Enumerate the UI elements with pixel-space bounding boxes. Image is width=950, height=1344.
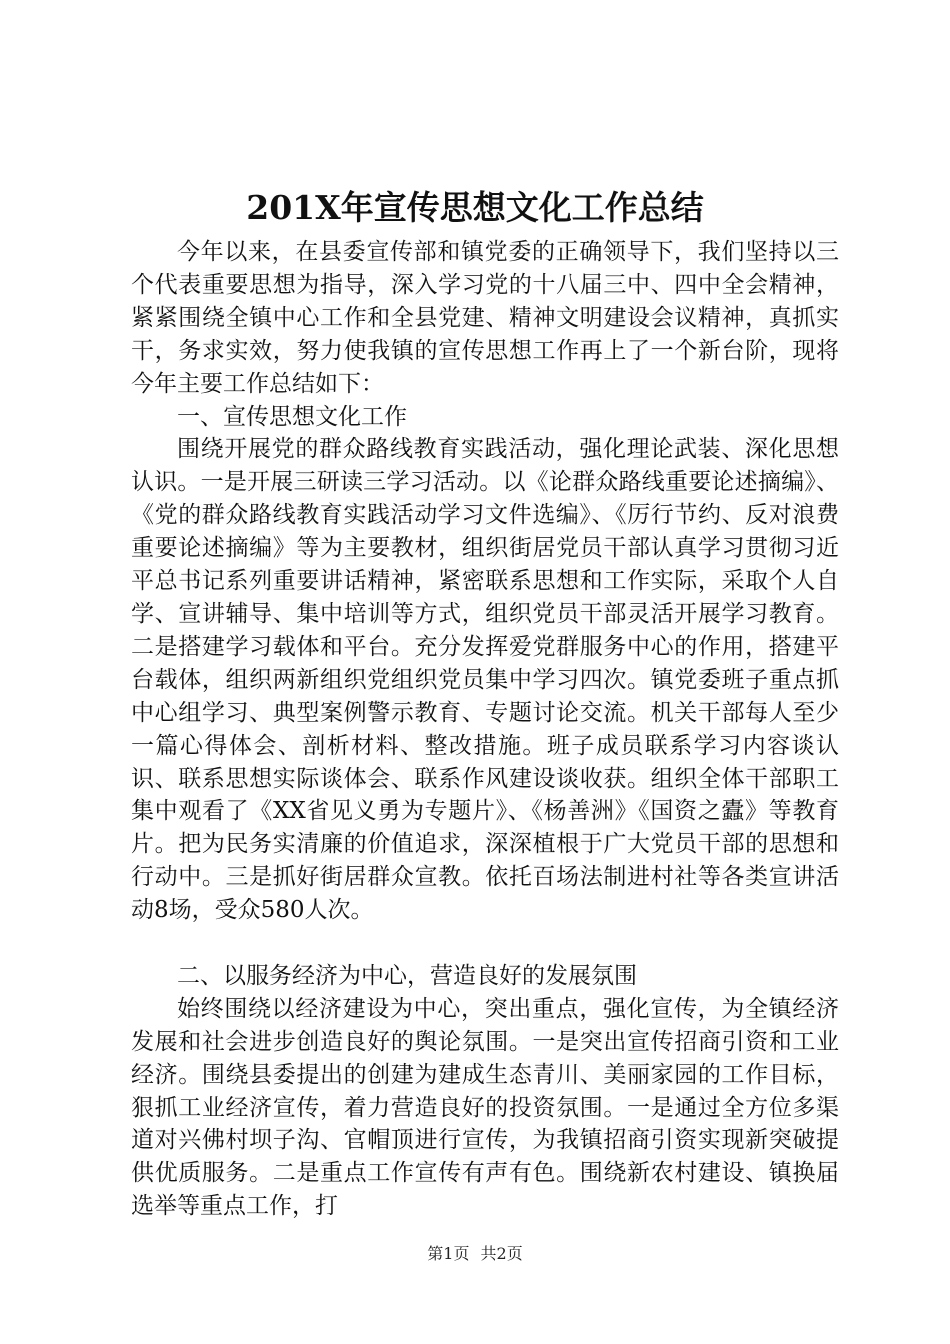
section-heading-2: 二、以服务经济为中心，营造良好的发展氛围 xyxy=(177,962,637,989)
document-title: 201X年宣传思想文化工作总结 xyxy=(246,188,704,227)
intro-paragraph: 今年以来，在县委宣传部和镇党委的正确领导下，我们坚持以三个代表重要思想为指导，深入学习党的十八届三中、四中全会精神，紧紧围绕全镇中心工作和全县党建、精神文明建设会议精神，真抓实干，务求实效，努力使我镇的宣传思想工作再上了一个新台阶，现将今年主要工作总结如下： xyxy=(131,239,839,397)
page-footer xyxy=(0,1242,950,1266)
section-heading-1: 一、宣传思想文化工作 xyxy=(177,403,407,430)
section-2-paragraph: 始终围绕以经济建设为中心，突出重点，强化宣传，为全镇经济发展和社会进步创造良好的舆论氛围。一是突出宣传招商引资和工业经济。围绕县委提出的创建为建成生态青川、美丽家园的工作目标，狠抓工业经济宣传，着力营造良好的投资氛围。一是通过全方位多渠道对兴佛村坝子沟、官帽顶进行宣传，为我镇招商引资实现新突破提供优质服务。二是重点工作宣传有声有色。围绕新农村建设、镇换届选举等重点工作，打 xyxy=(131,995,839,1220)
blank-line xyxy=(131,927,839,960)
document-body xyxy=(131,236,839,1223)
page-number-current: 第1页 xyxy=(427,1244,470,1263)
page-number-total: 共2页 xyxy=(480,1244,523,1263)
section-1-paragraph: 围绕开展党的群众路线教育实践活动，强化理论武装、深化思想认识。一是开展三研读三学习活动。以《论群众路线重要论述摘编》、《党的群众路线教育实践活动学习文件选编》、《厉行节约、反对浪费重要论述摘编》等为主要教材，组织街居党员干部认真学习贯彻习近平总书记系列重要讲话精神，紧密联系思想和工作实际，采取个人自学、宣讲辅导、集中培训等方式，组织党员干部灵活开展学习教育。二是搭建学习载体和平台。充分发挥爱党群服务中心的作用，搭建平台载体，组织两新组织党组织党员集中学习四次。镇党委班子重点抓中心组学习、典型案例警示教育、专题讨论交流。机关干部每人至少一篇心得体会、剖析材料、整改措施。班子成员联系学习内容谈认识、联系思想实际谈体会、联系作风建设谈收获。组织全体干部职工集中观看了《XX省见义勇为专题片》、《杨善洲》《国资之蠹》等教育片。把为民务实清廉的价值追求，深深植根于广大党员干部的思想和行动中。三是抓好街居群众宣教。依托百场法制进村社等各类宣讲活动8场，受众580人次。 xyxy=(131,436,839,924)
